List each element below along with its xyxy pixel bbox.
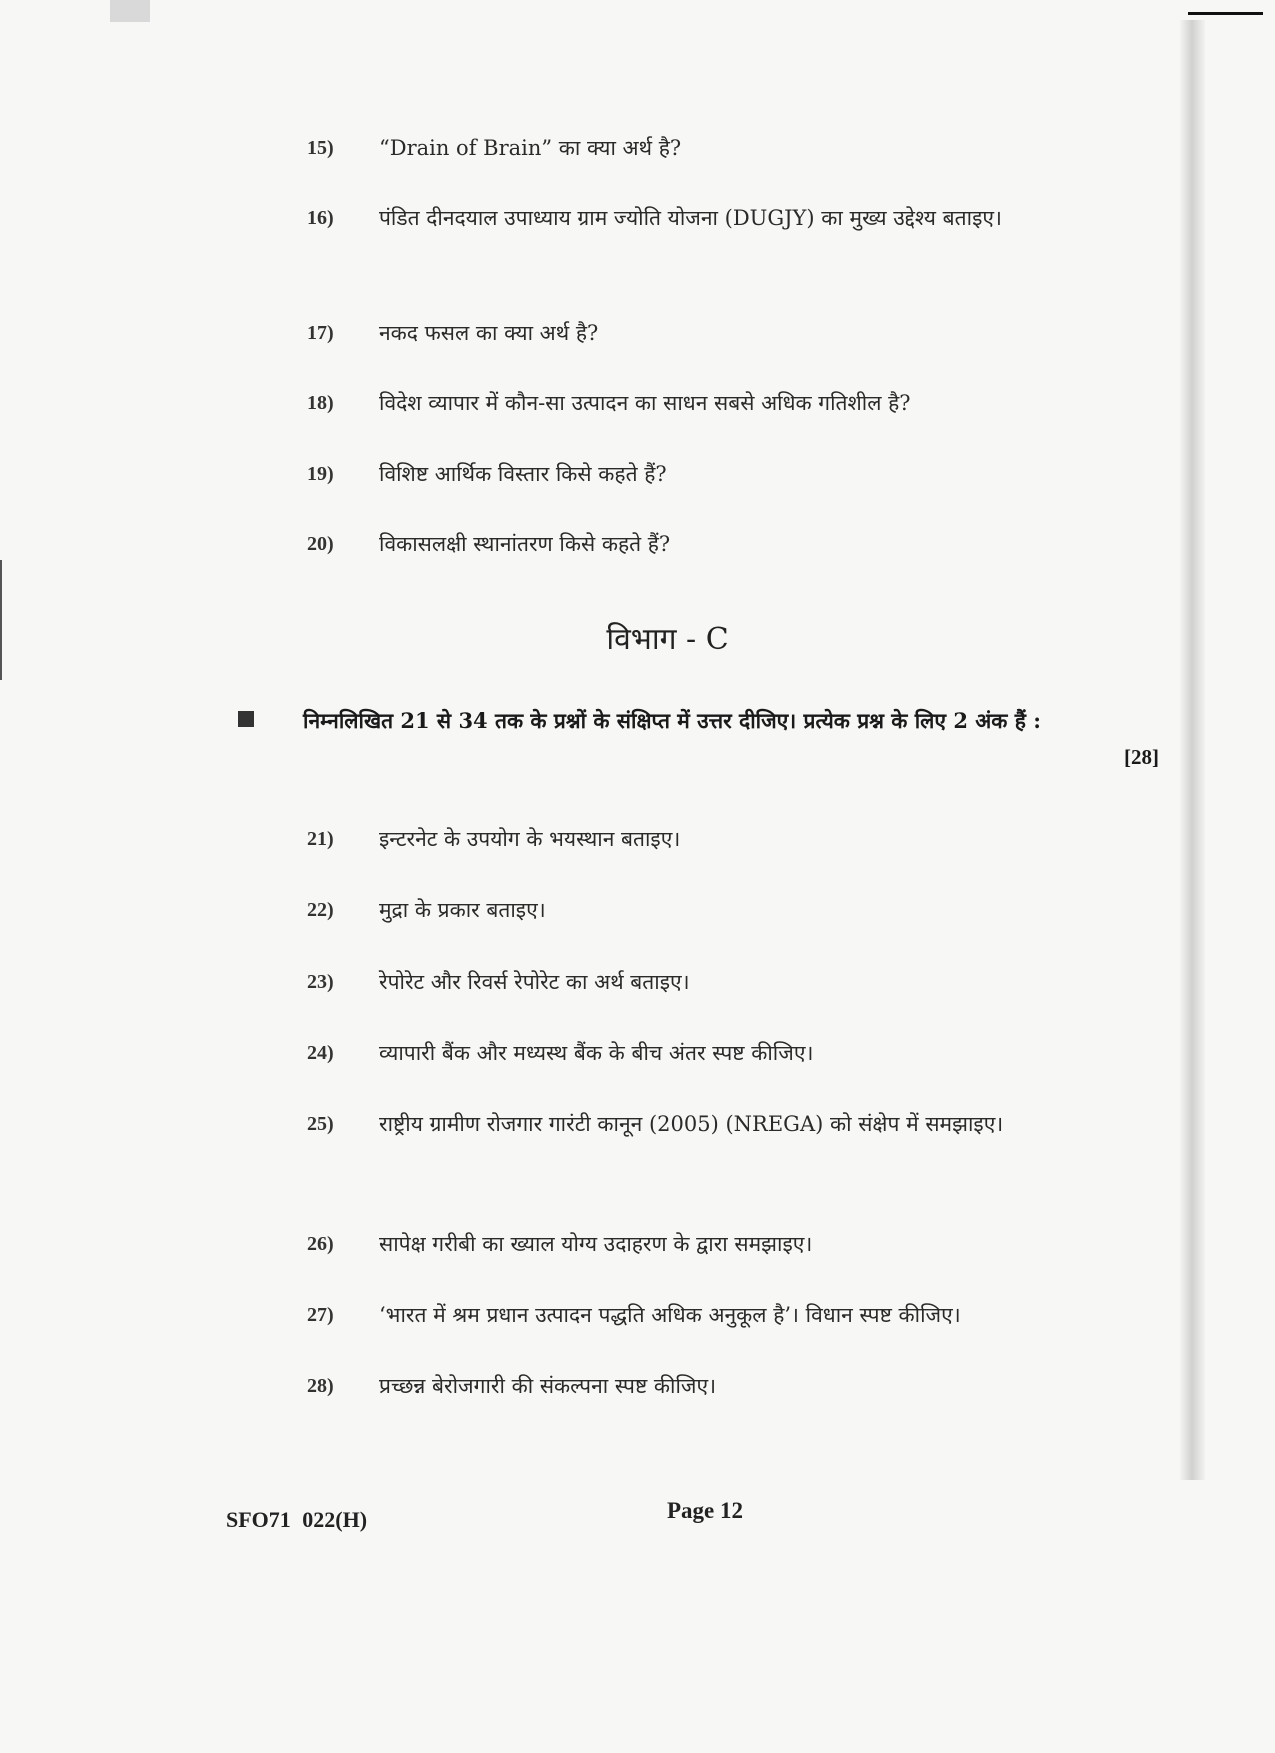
question-number: 17) (307, 322, 334, 344)
question-number: 28) (307, 1375, 334, 1397)
question-15 (307, 126, 1067, 170)
question-number: 18) (307, 392, 334, 414)
question-24 (307, 1031, 1067, 1075)
question-text: विदेश व्यापार में कौन-सा उत्पादन का साधन सबसे अधिक गतिशील है? (379, 391, 911, 415)
question-text: विकासलक्षी स्थानांतरण किसे कहते हैं? (379, 532, 671, 556)
question-text: ‘भारत में श्रम प्रधान उत्पादन पद्धति अधिक अनुकूल है’। विधान स्पष्ट कीजिए। (379, 1303, 961, 1327)
section-heading: विभाग - C (606, 622, 729, 657)
question-21 (307, 817, 1067, 861)
scan-artifact-top (110, 0, 150, 22)
section-marks: [28] (1124, 745, 1159, 769)
question-text: नकद फसल का क्या अर्थ है? (379, 321, 599, 345)
question-text: राष्ट्रीय ग्रामीण रोजगार गारंटी कानून (2005) (NREGA) को संक्षेप में समझाइए। (379, 1112, 1004, 1136)
question-text: प्रच्छन्न बेरोजगारी की संकल्पना स्पष्ट कीजिए। (379, 1374, 717, 1398)
question-text: इन्टरनेट के उपयोग के भयस्थान बताइए। (379, 827, 681, 851)
question-text: पंडित दीनदयाल उपाध्याय ग्राम ज्योति योजना (DUGJY) का मुख्य उद्देश्य बताइए। (379, 206, 1002, 230)
question-26 (307, 1222, 1067, 1266)
question-text: व्यापारी बैंक और मध्यस्थ बैंक के बीच अंतर स्पष्ट कीजिए। (379, 1041, 814, 1065)
scan-artifact-edge (1179, 20, 1205, 1480)
section-instruction: निम्नलिखित 21 से 34 तक के प्रश्नों के संक्षिप्त में उत्तर दीजिए। प्रत्येक प्रश्न के लिए 2 अंक हैं : (303, 708, 1041, 733)
question-22 (307, 888, 1067, 932)
question-number: 27) (307, 1304, 334, 1326)
scan-artifact-line (1188, 12, 1263, 15)
question-number: 20) (307, 533, 334, 555)
question-text: सापेक्ष गरीबी का ख्याल योग्य उदाहरण के द्वारा समझाइए। (379, 1232, 813, 1256)
question-19 (307, 452, 1067, 496)
question-number: 24) (307, 1042, 334, 1064)
question-number: 15) (307, 137, 334, 159)
question-23 (307, 960, 1067, 1004)
question-text: रेपोरेट और रिवर्स रेपोरेट का अर्थ बताइए। (379, 970, 690, 994)
question-28 (307, 1364, 1067, 1408)
question-18 (307, 381, 1067, 425)
bullet-square-icon (238, 711, 254, 727)
question-text: मुद्रा के प्रकार बताइए। (379, 898, 546, 922)
question-25 (307, 1102, 1067, 1146)
question-text: विशिष्ट आर्थिक विस्तार किसे कहते हैं? (379, 462, 667, 486)
paper-code: SFO71 022(H) (226, 1507, 368, 1532)
question-number: 21) (307, 828, 334, 850)
question-text: “Drain of Brain” का क्या अर्थ है? (379, 136, 682, 160)
question-number: 22) (307, 899, 334, 921)
question-number: 19) (307, 463, 334, 485)
question-16 (307, 196, 1067, 240)
question-17 (307, 311, 1067, 355)
question-number: 25) (307, 1113, 334, 1135)
question-20 (307, 522, 1067, 566)
question-number: 16) (307, 207, 334, 229)
page-number: Page 12 (667, 1498, 744, 1523)
question-number: 26) (307, 1233, 334, 1255)
question-27 (307, 1293, 1067, 1337)
question-number: 23) (307, 971, 334, 993)
